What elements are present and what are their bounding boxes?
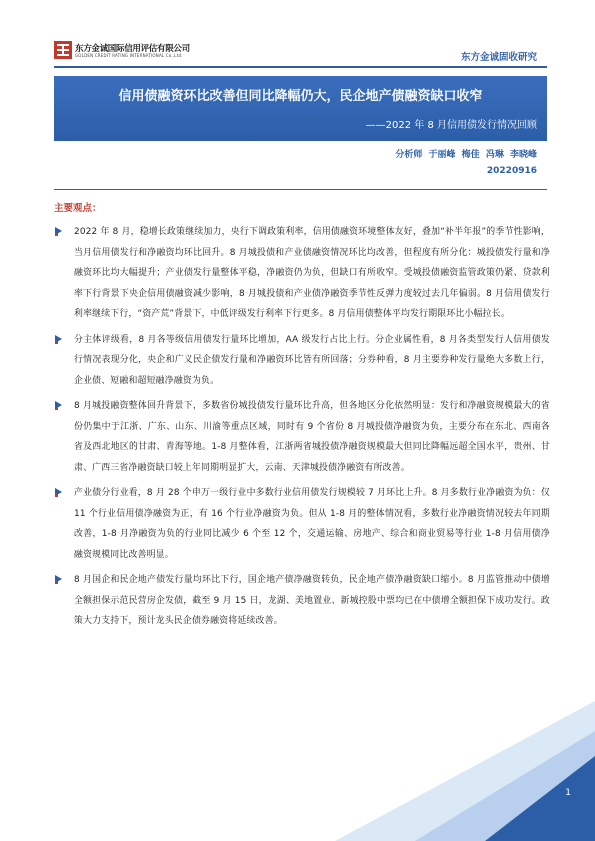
company-name-en: GOLDEN CREDIT RATING INTERNATIONAL Co.,Ltd. — [75, 53, 183, 58]
key-point — [54, 483, 550, 565]
key-point-text: 分主体评级看，8 月各等级信用债发行量环比增加，AA 级发行占比上行。分企业属性看，8 月各类型发行人信用债发行情况表现分化，央企和广义民企债发行量和净融资环比皆有所回落；分券种看，8 月主要券种发行量绝大多数上行，企业债、短融和超短融净融资为负。 — [74, 334, 550, 386]
key-points-list — [54, 222, 550, 637]
title-banner — [54, 76, 547, 141]
analyst-name: 于丽峰 — [428, 150, 456, 160]
bullet-arrow-icon — [55, 575, 62, 583]
analyst-label: 分析师 — [395, 150, 423, 160]
brand-label: 东方金诚固收研究 — [460, 52, 537, 63]
corner-decoration — [295, 701, 595, 841]
report-title: 信用债融资环比改善但同比降幅仍大，民企地产债融资缺口收窄 — [118, 89, 483, 104]
key-point-text: 8 月国企和民企地产债发行量均环比下行，国企地产债净融资转负，民企地产债净融资缺口缩小。8 月监管推动中债增全额担保示范民营房企发债，截至 9 月 15 日，龙湖、美地置业、新城控股中票均已在中债增全额担保下成功发行。政策大力支持下，预计龙头民企债券融资将延续改善。 — [74, 575, 550, 626]
company-logo — [54, 41, 204, 61]
key-point-text: 2022 年 8 月，稳增长政策继续加力，央行下调政策利率，信用债融资环境整体友好，叠加“补半年报”的季节性影响，当月信用债发行和净融资均环比回升。8 月城投债和产业债融资情况环比均改善，但程度有所分化：城投债发行量和净融资环比均大幅提升；产业债发行量整体平稳，净融资仍为负，但缺口有所收窄。受城投债融资监管政策仍紧、贷款利率下行背景下央企信用债融资减少影响，8 月城投债和产业债净融资季节性反弹力度较过去几年偏弱。8 月信用债发行利率继续下行，“资产荒”背景下，中低评级发行利率下行更多。8 月信用债整体平均发行期限环比小幅拉长。 — [74, 227, 550, 319]
report-subtitle: ——2022 年 8 月信用债发行情况回顾 — [365, 120, 537, 131]
section-title: 主要观点： — [54, 203, 102, 214]
company-name-cn: 东方金诚国际信用评估有限公司 — [75, 44, 190, 54]
bullet-arrow-icon — [55, 227, 62, 235]
bullet-arrow-icon — [55, 335, 62, 343]
page-number: 1 — [565, 788, 571, 798]
company-logo-icon — [54, 41, 72, 59]
header-divider — [54, 66, 547, 68]
section-divider — [54, 189, 547, 190]
key-point — [54, 330, 550, 392]
analyst-name: 冯琳 — [485, 150, 504, 160]
analyst-line — [392, 147, 537, 160]
key-point-text: 8 月城投融资整体回升背景下，多数省份城投债发行量环比升高，但各地区分化依然明显：发行和净融资规模最大的省份仍集中于江浙、广东、山东、川渝等重点区域，同时有 9 个省份 8 月城投债净融资为负，主要分布在东北、西南各省及西北地区的甘肃、青海等地。1-8 月整体看，江浙两省城投债净融资规模最大但同比降幅远超全国水平，贵州、甘肃、广西三省净融资缺口较上年同期明显扩大，云南、天津城投债净融资有所改善。 — [74, 401, 550, 473]
key-point — [54, 222, 550, 325]
report-date: 20220916 — [486, 166, 537, 176]
key-point — [54, 396, 550, 478]
bullet-arrow-icon — [55, 488, 62, 496]
bullet-arrow-icon — [55, 401, 62, 409]
key-point — [54, 570, 550, 632]
analyst-name: 梅佳 — [461, 150, 480, 160]
key-point-text: 产业债分行业看，8 月 28 个申万一级行业中多数行业信用债发行规模较 7 月环比上升。8 月多数行业净融资为负：仅 11 个行业信用债净融资为正，有 16 个行业净融资为负。但从 1-8 月的整体情况看，多数行业净融资情况较去年同期改善，1-8 月净融资为负的行业同比减少 6 个至 12 个，交通运输、房地产、综合和商业贸易等行业 1-8 月信用债净融资规模同比改善明显。 — [74, 488, 550, 560]
analyst-name: 李晓峰 — [509, 150, 537, 160]
